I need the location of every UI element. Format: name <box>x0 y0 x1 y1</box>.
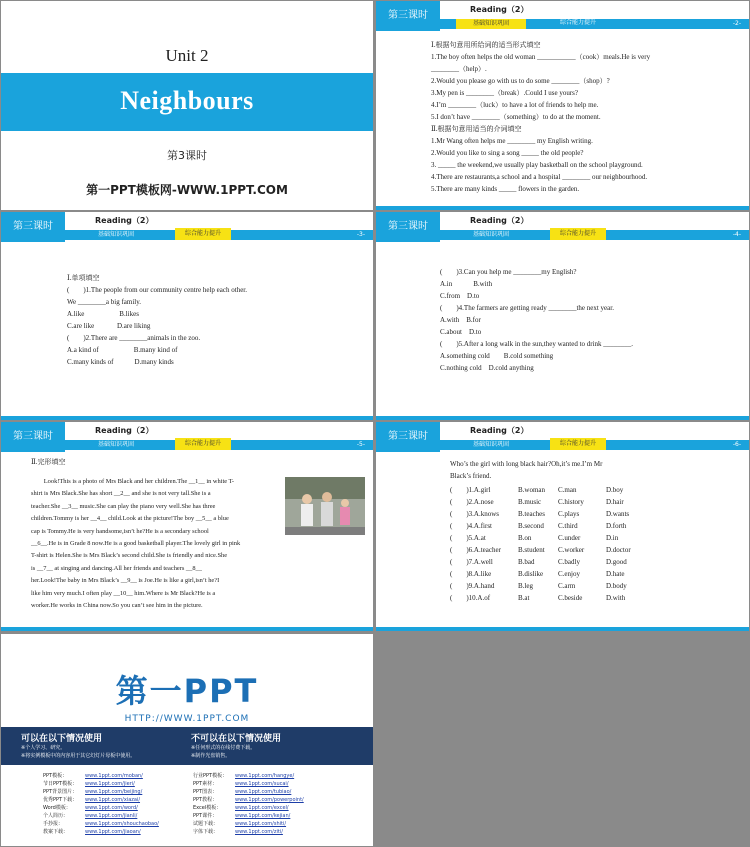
family-photo <box>285 477 365 535</box>
slide-header <box>376 422 749 452</box>
link-row <box>43 812 159 820</box>
lesson-tag: 第三课时 <box>1 212 65 242</box>
question-choice: ( )1.A.girl <box>450 486 491 494</box>
exercise-text: Ⅰ.根据句意用所给词的适当形式填空 1.The boy often helps the old woman ___________（cook）meals.He is very ________（help）. 2.Would you please go with us to do some ________（shop）? 3.My pen is ________（break）.Could I use yours? 4.I’m ________（luck）to have a lot of friends to help me. 5.I don’t have ________（something）to do at the moment. Ⅱ.根据句意用适当的介词填空 1.Mr Wang often helps me ________ my English writing. 2.Would you like to sing a song _____ the old people? 3. _____ the weekend,we usually play basketball on the school playground. 4.There are restaurants,a school and a hospital ________ our neighbourhood. 5.There are many kinds _____ flowers in the garden. <box>431 41 651 193</box>
answer-option: B.at <box>518 594 530 602</box>
link-label: PPT图表： <box>193 789 218 795</box>
option-row <box>450 484 646 496</box>
slide-6[interactable] <box>376 422 749 631</box>
answer-option: B.teaches <box>518 510 546 518</box>
usage-banner: 可以在以下情况使用 ※个人学习、研究。 ※将实例模板中的内容用于其它幻灯片母板中使用。 不可以在以下情况使用 ※任何形式的在线付费下载。 ※制作光盘销售。 <box>1 727 373 765</box>
question-choice: ( )8.A.like <box>450 570 492 578</box>
slide-header <box>376 212 749 242</box>
answer-option: D.hair <box>606 498 624 506</box>
tab-advanced[interactable]: 综合能力提升 <box>175 228 231 240</box>
link-label: 优秀PPT下载： <box>43 797 78 803</box>
question-choice: ( )6.A.teacher <box>450 546 501 554</box>
option-row <box>450 592 646 604</box>
answer-option: D.doctor <box>606 546 631 554</box>
logo-text: 第一PPT <box>115 672 259 710</box>
answer-option: C.plays <box>558 510 580 518</box>
link-label: PPT素材： <box>193 781 218 787</box>
page-number: -4- <box>732 231 741 238</box>
question-choice: ( )9.A.hand <box>450 582 495 590</box>
resource-link[interactable]: www.1ppt.com/ziti/ <box>235 829 283 835</box>
reading-label: Reading（2） <box>95 426 154 435</box>
family-photo-image <box>285 477 365 535</box>
link-row <box>43 788 159 796</box>
reading-label: Reading（2） <box>470 426 529 435</box>
options-list <box>450 484 646 604</box>
link-label: 行业PPT模板： <box>193 773 228 779</box>
answer-option: B.bad <box>518 558 535 566</box>
intro-text: Who’s the girl with long black hair?Oh,it’s me.I’m Mr Black’s friend. <box>450 460 603 480</box>
links-right <box>193 772 304 836</box>
answer-option: C.badly <box>558 558 580 566</box>
option-row <box>450 568 646 580</box>
resource-link[interactable]: www.1ppt.com/hangye/ <box>235 773 295 779</box>
slide-header <box>1 212 373 242</box>
reading-label: Reading（2） <box>470 216 529 225</box>
slide-3[interactable] <box>1 212 373 420</box>
slide-5[interactable] <box>1 422 373 631</box>
answer-option: D.boy <box>606 486 624 494</box>
answer-option: D.hate <box>606 570 625 578</box>
answer-option: C.beside <box>558 594 583 602</box>
question-choice: ( )5.A.at <box>450 534 486 542</box>
link-row <box>43 780 159 788</box>
link-row <box>193 772 304 780</box>
answer-option: C.third <box>558 522 578 530</box>
tab-basic[interactable]: 基础知识巩固 <box>472 441 509 448</box>
tab-basic[interactable]: 基础知识巩固 <box>456 19 526 29</box>
answer-option: D.good <box>606 558 627 566</box>
link-label: Word模板： <box>43 805 71 811</box>
tab-advanced[interactable]: 综合能力提升 <box>550 438 606 450</box>
link-label: 手抄报： <box>43 821 64 827</box>
question-choice: ( )4.A.first <box>450 522 492 530</box>
link-label: 试题下载： <box>193 821 219 827</box>
lesson-tag: 第三课时 <box>376 422 440 452</box>
links-left <box>43 772 159 836</box>
exercise-text: Ⅰ.单项填空 ( )1.The people from our community centre help each other. We ________a big family. A.like B.likes C.are like D.are liking ( )2.There are ________animals in the zoo. A.a kind of B.many kind of C.many kinds of D.many kinds <box>67 274 247 366</box>
link-row <box>43 820 159 828</box>
slide-header <box>376 1 749 31</box>
tab-advanced[interactable]: 综合能力提升 <box>559 19 596 26</box>
lesson-tag: 第三课时 <box>376 1 440 31</box>
option-row <box>450 544 646 556</box>
slide-title: Neighbours <box>120 86 254 115</box>
answer-option: C.history <box>558 498 584 506</box>
option-row <box>450 532 646 544</box>
tab-basic[interactable]: 基础知识巩固 <box>97 441 134 448</box>
lesson-tag: 第三课时 <box>1 422 65 452</box>
slide-cover[interactable] <box>1 1 373 210</box>
answer-option: C.worker <box>558 546 585 554</box>
page-number: -5- <box>356 441 365 448</box>
answer-option: C.under <box>558 534 581 542</box>
resource-link[interactable]: www.1ppt.com/beijing/ <box>85 789 143 795</box>
logo-url: HTTP://WWW.1PPT.COM <box>124 714 250 724</box>
resource-link[interactable]: www.1ppt.com/sucai/ <box>235 781 289 787</box>
tab-advanced[interactable]: 综合能力提升 <box>175 438 231 450</box>
slide-header <box>1 422 373 452</box>
link-label: 字体下载： <box>193 829 219 835</box>
resource-link[interactable]: www.1ppt.com/shouchaobao/ <box>85 821 159 827</box>
link-row <box>43 796 159 804</box>
answer-option: B.woman <box>518 486 546 494</box>
answer-option: C.man <box>558 486 577 494</box>
answer-option: D.with <box>606 594 626 602</box>
link-row <box>193 780 304 788</box>
resource-link[interactable]: www.1ppt.com/jiaoan/ <box>85 829 141 835</box>
answer-option: D.forth <box>606 522 627 530</box>
cloze-passage: Look!This is a photo of Mrs Black and her children.The __1__ in white T- shirt is Mrs Black.She has short __2__ and she is not very tall.She is a teacher.She __3__ music.She can play the piano very well.She has three children.Tommy is her __4__ child.Look at the picture!The boy __5__ a blue cap is Tommy.He is very handsome,isn’t he?He is a secondary school __6__.He is in Grade 8 now.He is a good basketball player.The lovely girl in pink T-shirt is Helen.She is Mrs Black’s second child.She is friendly and nice.She is __7__ at singing and dancing.All her friends and teachers __8__ her.Look!The baby in Mrs Black’s __9__ is Joe.He is like a girl,isn’t he?I like him very much.I often play __10__ him.Where is Mr Black?He is a worker.He works in China now.So you can’t see him in the picture. <box>31 478 241 610</box>
resource-link[interactable]: www.1ppt.com/moban/ <box>85 773 143 779</box>
answer-option: D.wants <box>606 510 630 518</box>
link-row <box>43 772 159 780</box>
answer-option: B.leg <box>518 582 533 590</box>
slide-ending[interactable] <box>1 634 373 846</box>
option-row <box>450 520 646 532</box>
resource-link[interactable]: www.1ppt.com/kejian/ <box>235 813 291 819</box>
brand-text: 第一PPT模板网-WWW.1PPT.COM <box>86 183 288 197</box>
resource-link[interactable]: www.1ppt.com/xiazai/ <box>85 797 141 803</box>
link-row <box>193 788 304 796</box>
answer-option: B.dislike <box>518 570 544 578</box>
resource-link[interactable]: www.1ppt.com/excel/ <box>235 805 289 811</box>
resource-link[interactable]: www.1ppt.com/powerpoint/ <box>235 797 304 803</box>
page-number: -2- <box>732 20 741 27</box>
exercise-text: ( )3.Can you help me ________my English? A.in B.with C.from D.to ( )4.The farmers are getting ready ________the next year. A.with B.for C.about D.to ( )5.After a long walk in the sun,they wanted to drink ________. A.something cold B.cold something C.nothing cold D.cold anything <box>440 268 634 372</box>
answer-option: B.on <box>518 534 532 542</box>
answer-option: B.student <box>518 546 545 554</box>
link-row <box>193 796 304 804</box>
title-band <box>1 73 373 131</box>
brand-logo <box>1 666 373 724</box>
page-number: -6- <box>732 441 741 448</box>
slide-2[interactable] <box>376 1 749 210</box>
reading-label: Reading（2） <box>470 5 529 14</box>
option-row <box>450 556 646 568</box>
resource-link[interactable]: www.1ppt.com/shiti/ <box>235 821 287 827</box>
slide-4[interactable] <box>376 212 749 420</box>
answer-option: C.arm <box>558 582 576 590</box>
link-label: 节日PPT模板： <box>43 781 78 787</box>
cloze-heading: Ⅱ.完形填空 <box>31 458 66 466</box>
question-choice: ( )7.A.well <box>450 558 493 566</box>
answer-option: D.in <box>606 534 619 542</box>
unit-label: Unit 2 <box>165 46 209 65</box>
answer-option: D.body <box>606 582 627 590</box>
link-label: 教案下载： <box>43 829 69 835</box>
resource-link[interactable]: www.1ppt.com/jieri/ <box>85 781 135 787</box>
link-row <box>193 804 304 812</box>
tab-basic[interactable]: 基础知识巩固 <box>472 231 509 238</box>
link-label: PPT教程： <box>193 797 218 803</box>
link-label: Excel模板： <box>193 805 222 811</box>
link-row <box>43 804 159 812</box>
lesson-label: 第3课时 <box>167 149 207 162</box>
lesson-tag: 第三课时 <box>376 212 440 242</box>
link-row <box>193 828 304 836</box>
link-label: PPT模板： <box>43 773 68 779</box>
link-row <box>193 812 304 820</box>
resource-link[interactable]: www.1ppt.com/tubiao/ <box>235 789 292 795</box>
question-choice: ( )3.A.knows <box>450 510 499 518</box>
option-row <box>450 508 646 520</box>
answer-option: C.enjoy <box>558 570 580 578</box>
option-row <box>450 580 646 592</box>
resource-link[interactable]: www.1ppt.com/word/ <box>85 805 138 811</box>
answer-option: B.music <box>518 498 542 506</box>
tab-basic[interactable]: 基础知识巩固 <box>97 231 134 238</box>
answer-option: B.second <box>518 522 544 530</box>
tab-advanced[interactable]: 综合能力提升 <box>550 228 606 240</box>
reading-label: Reading（2） <box>95 216 154 225</box>
question-choice: ( )10.A.of <box>450 594 491 602</box>
link-row <box>43 828 159 836</box>
link-row <box>193 820 304 828</box>
question-choice: ( )2.A.nose <box>450 498 494 506</box>
page-number: -3- <box>356 231 365 238</box>
resource-link[interactable]: www.1ppt.com/jianli/ <box>85 813 138 819</box>
option-row <box>450 496 646 508</box>
link-label: PPT课件： <box>193 813 218 819</box>
link-label: 个人简历： <box>43 813 69 819</box>
link-label: PPT背景图片： <box>43 789 78 795</box>
